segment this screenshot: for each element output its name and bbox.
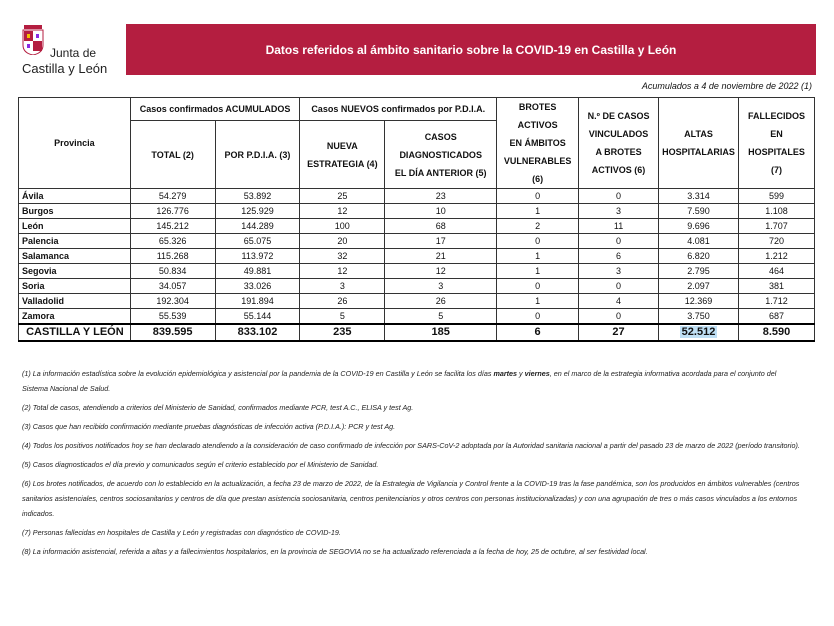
cell-nueva: 32 xyxy=(300,249,385,264)
cell-dia: 68 xyxy=(385,219,497,234)
cell-altas xyxy=(659,324,739,341)
cell-vinculados: 3 xyxy=(579,204,659,219)
report-banner xyxy=(126,24,816,75)
table-row xyxy=(19,264,815,279)
cell-provincia: Zamora xyxy=(19,309,131,324)
cell-provincia: León xyxy=(19,219,131,234)
cell-fallecidos: 1.707 xyxy=(739,219,815,234)
cell-total: 126.776 xyxy=(130,204,215,219)
logo-text-line2: Castilla y León xyxy=(22,61,108,76)
cell-pdia: 49.881 xyxy=(215,264,300,279)
footnote-8: (8) La información asistencial, referida a altas y a fallecimientos hospitalarios, en la provincia de SEGOVIA no se ha actualizado referenciada a la fecha de hoy, 25 de octubre, al ser festividad local. xyxy=(22,547,648,556)
cell-altas: 7.590 xyxy=(659,204,739,219)
header-group-acumulados: Casos confirmados ACUMULADOS xyxy=(130,98,300,121)
cell-nueva: 3 xyxy=(300,279,385,294)
cell-fallecidos: 1.108 xyxy=(739,204,815,219)
cell-altas: 6.820 xyxy=(659,249,739,264)
cell-vinculados: 3 xyxy=(579,264,659,279)
header-vinculados: N.º DE CASOS VINCULADOS A BROTES ACTIVOS (6) xyxy=(579,98,659,189)
cell-altas: 2.795 xyxy=(659,264,739,279)
cell-dia: 185 xyxy=(385,324,497,341)
cell-provincia: Ávila xyxy=(19,189,131,204)
table-row xyxy=(19,219,815,234)
table-row xyxy=(19,249,815,264)
footnote-6: (6) Los brotes notificados, de acuerdo con lo establecido en la actualización, a fecha 23 de marzo de 2022, de la Estrategia de Vigilancia y Control frente a la COVID-19 tras la fase pandémica, son los producidos en ámbitos vulnerables (centros sanitarios asistenciales, centros sociosanitarios y centros de día que prestan asistencia sociosanitaria, centros penitenciarios y otros centros con personas institucionalizadas) y con una agrupación de tres o más casos vinculados a los entornos indicados. xyxy=(22,479,800,518)
header-brotes: BROTES ACTIVOS EN ÁMBITOS VULNERABLES (6) xyxy=(497,98,579,189)
table-row xyxy=(19,294,815,309)
cell-dia: 5 xyxy=(385,309,497,324)
cell-pdia: 33.026 xyxy=(215,279,300,294)
table-row xyxy=(19,189,815,204)
header-group-nuevos: Casos NUEVOS confirmados por P.D.I.A. xyxy=(300,98,497,121)
table-row xyxy=(19,309,815,324)
cell-fallecidos: 599 xyxy=(739,189,815,204)
footnote-7: (7) Personas fallecidas en hospitales de Castilla y León y registradas con diagnóstico de COVID-19. xyxy=(22,528,341,537)
cell-total: 55.539 xyxy=(130,309,215,324)
total-row xyxy=(19,324,815,341)
cell-vinculados: 11 xyxy=(579,219,659,234)
cell-dia: 3 xyxy=(385,279,497,294)
cell-fallecidos: 1.712 xyxy=(739,294,815,309)
covid-data-table xyxy=(18,97,815,342)
cell-vinculados: 0 xyxy=(579,279,659,294)
cell-fallecidos: 1.212 xyxy=(739,249,815,264)
banner-title: Datos referidos al ámbito sanitario sobre la COVID-19 en Castilla y León xyxy=(265,42,677,57)
cell-vinculados: 0 xyxy=(579,234,659,249)
footnote-3: (3) Casos que han recibido confirmación mediante pruebas diagnósticas de infección activa (P.D.I.A.): PCR y test Ag. xyxy=(22,422,396,431)
header-provincia: Provincia xyxy=(19,98,131,189)
header-por-pdia: POR P.D.I.A. (3) xyxy=(215,121,300,189)
cell-dia: 26 xyxy=(385,294,497,309)
cell-vinculados: 0 xyxy=(579,309,659,324)
cell-pdia: 833.102 xyxy=(215,324,300,341)
cell-pdia: 55.144 xyxy=(215,309,300,324)
cell-altas: 2.097 xyxy=(659,279,739,294)
table-row xyxy=(19,234,815,249)
cell-brotes: 0 xyxy=(497,309,579,324)
cell-brotes: 6 xyxy=(497,324,579,341)
cell-fallecidos: 464 xyxy=(739,264,815,279)
cell-total: 115.268 xyxy=(130,249,215,264)
cell-nueva: 26 xyxy=(300,294,385,309)
cell-provincia: Burgos xyxy=(19,204,131,219)
footnote-1: (1) La información estadística sobre la evolución epidemiológica y asistencial por la pandemia de la COVID-19 en Castilla y León se facilita los días martes y viernes, en el marco de la estrategia informativa acordada para el conjunto del Sistema Nacional de Salud. xyxy=(22,369,777,393)
table-row xyxy=(19,204,815,219)
cell-vinculados: 6 xyxy=(579,249,659,264)
cell-altas: 4.081 xyxy=(659,234,739,249)
cell-nueva: 235 xyxy=(300,324,385,341)
table-row xyxy=(19,279,815,294)
junta-logo xyxy=(22,25,132,75)
cell-nueva: 5 xyxy=(300,309,385,324)
cell-nueva: 12 xyxy=(300,204,385,219)
cell-dia: 10 xyxy=(385,204,497,219)
cell-brotes: 0 xyxy=(497,234,579,249)
cell-pdia: 125.929 xyxy=(215,204,300,219)
footnote-4: (4) Todos los positivos notificados hoy se han declarado atendiendo a la consideración de caso confirmado de infección por SARS-CoV-2 adoptada por la Autoridad sanitaria nacional a partir del pasado 23 de marzo de 2022 (período transitorio). xyxy=(22,441,800,450)
cell-fallecidos: 687 xyxy=(739,309,815,324)
cell-dia: 23 xyxy=(385,189,497,204)
cell-provincia: Valladolid xyxy=(19,294,131,309)
header-fallecidos: FALLECIDOS EN HOSPITALES (7) xyxy=(739,98,815,189)
cell-vinculados: 0 xyxy=(579,189,659,204)
logo-text-line1: Junta de xyxy=(50,46,97,60)
cell-pdia: 65.075 xyxy=(215,234,300,249)
accumulated-date: Acumulados a 4 de noviembre de 2022 (1) xyxy=(641,81,812,91)
cell-altas: 12.369 xyxy=(659,294,739,309)
cell-brotes: 1 xyxy=(497,204,579,219)
cell-brotes: 0 xyxy=(497,279,579,294)
cell-nueva: 100 xyxy=(300,219,385,234)
cell-altas: 9.696 xyxy=(659,219,739,234)
footnote-2: (2) Total de casos, atendiendo a criterios del Ministerio de Sanidad, confirmados mediante PCR, test A.C., ELISA y test Ag. xyxy=(22,403,414,412)
cell-fallecidos: 381 xyxy=(739,279,815,294)
cell-vinculados: 4 xyxy=(579,294,659,309)
cell-provincia: Segovia xyxy=(19,264,131,279)
cell-provincia: Salamanca xyxy=(19,249,131,264)
cell-pdia: 144.289 xyxy=(215,219,300,234)
header-altas: ALTAS HOSPITALARIAS xyxy=(659,98,739,189)
cell-nueva: 20 xyxy=(300,234,385,249)
cell-fallecidos: 8.590 xyxy=(739,324,815,341)
cell-pdia: 113.972 xyxy=(215,249,300,264)
cell-total: 50.834 xyxy=(130,264,215,279)
cell-brotes: 1 xyxy=(497,294,579,309)
cell-dia: 21 xyxy=(385,249,497,264)
cell-pdia: 191.894 xyxy=(215,294,300,309)
footnotes xyxy=(22,366,802,563)
cell-brotes: 0 xyxy=(497,189,579,204)
cell-altas: 3.750 xyxy=(659,309,739,324)
coat-of-arms-icon xyxy=(22,25,44,55)
header-nueva-estrategia: NUEVA ESTRATEGIA (4) xyxy=(300,121,385,189)
cell-dia: 12 xyxy=(385,264,497,279)
highlighted-value: 52.512 xyxy=(681,326,716,338)
cell-nueva: 25 xyxy=(300,189,385,204)
cell-provincia: Soria xyxy=(19,279,131,294)
cell-provincia: Palencia xyxy=(19,234,131,249)
cell-pdia: 53.892 xyxy=(215,189,300,204)
cell-dia: 17 xyxy=(385,234,497,249)
cell-total: 839.595 xyxy=(130,324,215,341)
footnote-5: (5) Casos diagnosticados el día previo y comunicados según el criterio establecido por el Ministerio de Sanidad. xyxy=(22,460,379,469)
header-casos-dia-anterior: CASOS DIAGNOSTICADOS EL DÍA ANTERIOR (5) xyxy=(385,121,497,189)
cell-altas: 3.314 xyxy=(659,189,739,204)
cell-total: 145.212 xyxy=(130,219,215,234)
cell-brotes: 2 xyxy=(497,219,579,234)
cell-nueva: 12 xyxy=(300,264,385,279)
cell-vinculados: 27 xyxy=(579,324,659,341)
cell-total: 54.279 xyxy=(130,189,215,204)
cell-brotes: 1 xyxy=(497,264,579,279)
cell-total: 65.326 xyxy=(130,234,215,249)
cell-provincia: CASTILLA Y LEÓN xyxy=(19,324,131,341)
cell-fallecidos: 720 xyxy=(739,234,815,249)
cell-total: 192.304 xyxy=(130,294,215,309)
header-total: TOTAL (2) xyxy=(130,121,215,189)
cell-total: 34.057 xyxy=(130,279,215,294)
cell-brotes: 1 xyxy=(497,249,579,264)
